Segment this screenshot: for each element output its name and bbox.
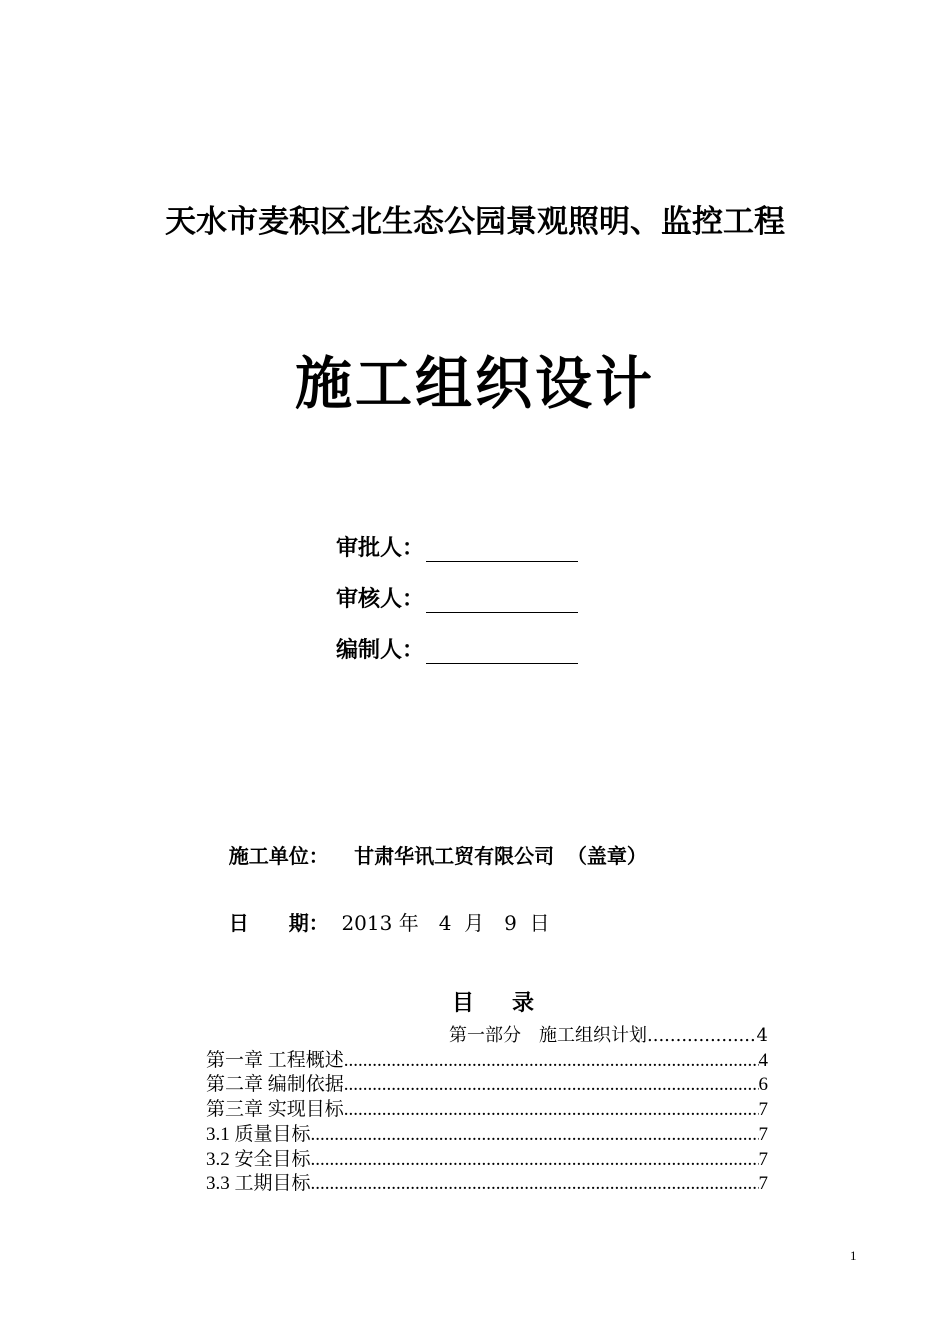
document-title: 施工组织设计: [295, 350, 655, 417]
toc-entry-page: 6: [758, 1074, 768, 1096]
project-title: 天水市麦积区北生态公园景观照明、监控工程: [165, 204, 785, 240]
approver-row: [336, 532, 578, 562]
toc-entry[interactable]: [206, 1049, 768, 1074]
toc-entry[interactable]: [206, 1172, 768, 1197]
toc-entry-page: 7: [758, 1173, 768, 1195]
approver-label: 审批人：: [336, 535, 425, 561]
toc-leader: [344, 1049, 759, 1074]
toc-entry-page: 7: [758, 1099, 768, 1121]
toc-leader: [344, 1073, 759, 1098]
toc-entry[interactable]: [206, 1024, 768, 1049]
toc-entry-page: 4: [758, 1049, 768, 1071]
construction-unit-row: [216, 816, 647, 869]
toc-entry-page: 7: [758, 1123, 768, 1145]
toc-leader: [344, 1098, 759, 1123]
toc-entry-title: 第二章 编制依据: [206, 1074, 344, 1096]
toc-leader: [311, 1148, 759, 1173]
reviewer-label: 审核人：: [336, 586, 425, 612]
toc-entry-title: 3.2 安全目标: [206, 1148, 311, 1170]
table-of-contents: [206, 1024, 768, 1197]
toc-entry-title: 第一部分 施工组织计划: [449, 1025, 647, 1046]
compiler-label: 编制人：: [336, 637, 425, 663]
toc-entry-page: 4: [756, 1025, 768, 1046]
toc-entry[interactable]: [206, 1148, 768, 1173]
date-label: 日 期：: [228, 911, 329, 935]
toc-entry-title: 3.1 质量目标: [206, 1123, 311, 1145]
toc-entry[interactable]: [206, 1073, 768, 1098]
seal-note: （盖章）: [566, 844, 647, 868]
construction-unit-label: 施工单位：: [228, 844, 329, 868]
date-value: 2013 年 4 月 9 日: [341, 911, 550, 935]
toc-leader: [311, 1172, 759, 1197]
date-row: [216, 883, 550, 936]
compiler-row: [336, 634, 578, 664]
toc-leader: [647, 1024, 757, 1049]
toc-entry-page: 7: [758, 1148, 768, 1170]
toc-heading: 目录: [452, 990, 573, 1016]
reviewer-signature-line: [426, 590, 578, 613]
toc-entry-title: 第三章 实现目标: [206, 1099, 344, 1121]
toc-entry-title: 第一章 工程概述: [206, 1049, 344, 1071]
toc-entry[interactable]: [206, 1123, 768, 1148]
toc-entry[interactable]: [206, 1098, 768, 1123]
toc-entry-title: 3.3 工期目标: [206, 1173, 311, 1195]
toc-leader: [311, 1123, 759, 1148]
approver-signature-line: [426, 539, 578, 562]
construction-unit-value: 甘肃华讯工贸有限公司: [354, 844, 555, 868]
compiler-signature-line: [426, 641, 578, 664]
reviewer-row: [336, 583, 578, 613]
page-number: 1: [850, 1248, 857, 1263]
